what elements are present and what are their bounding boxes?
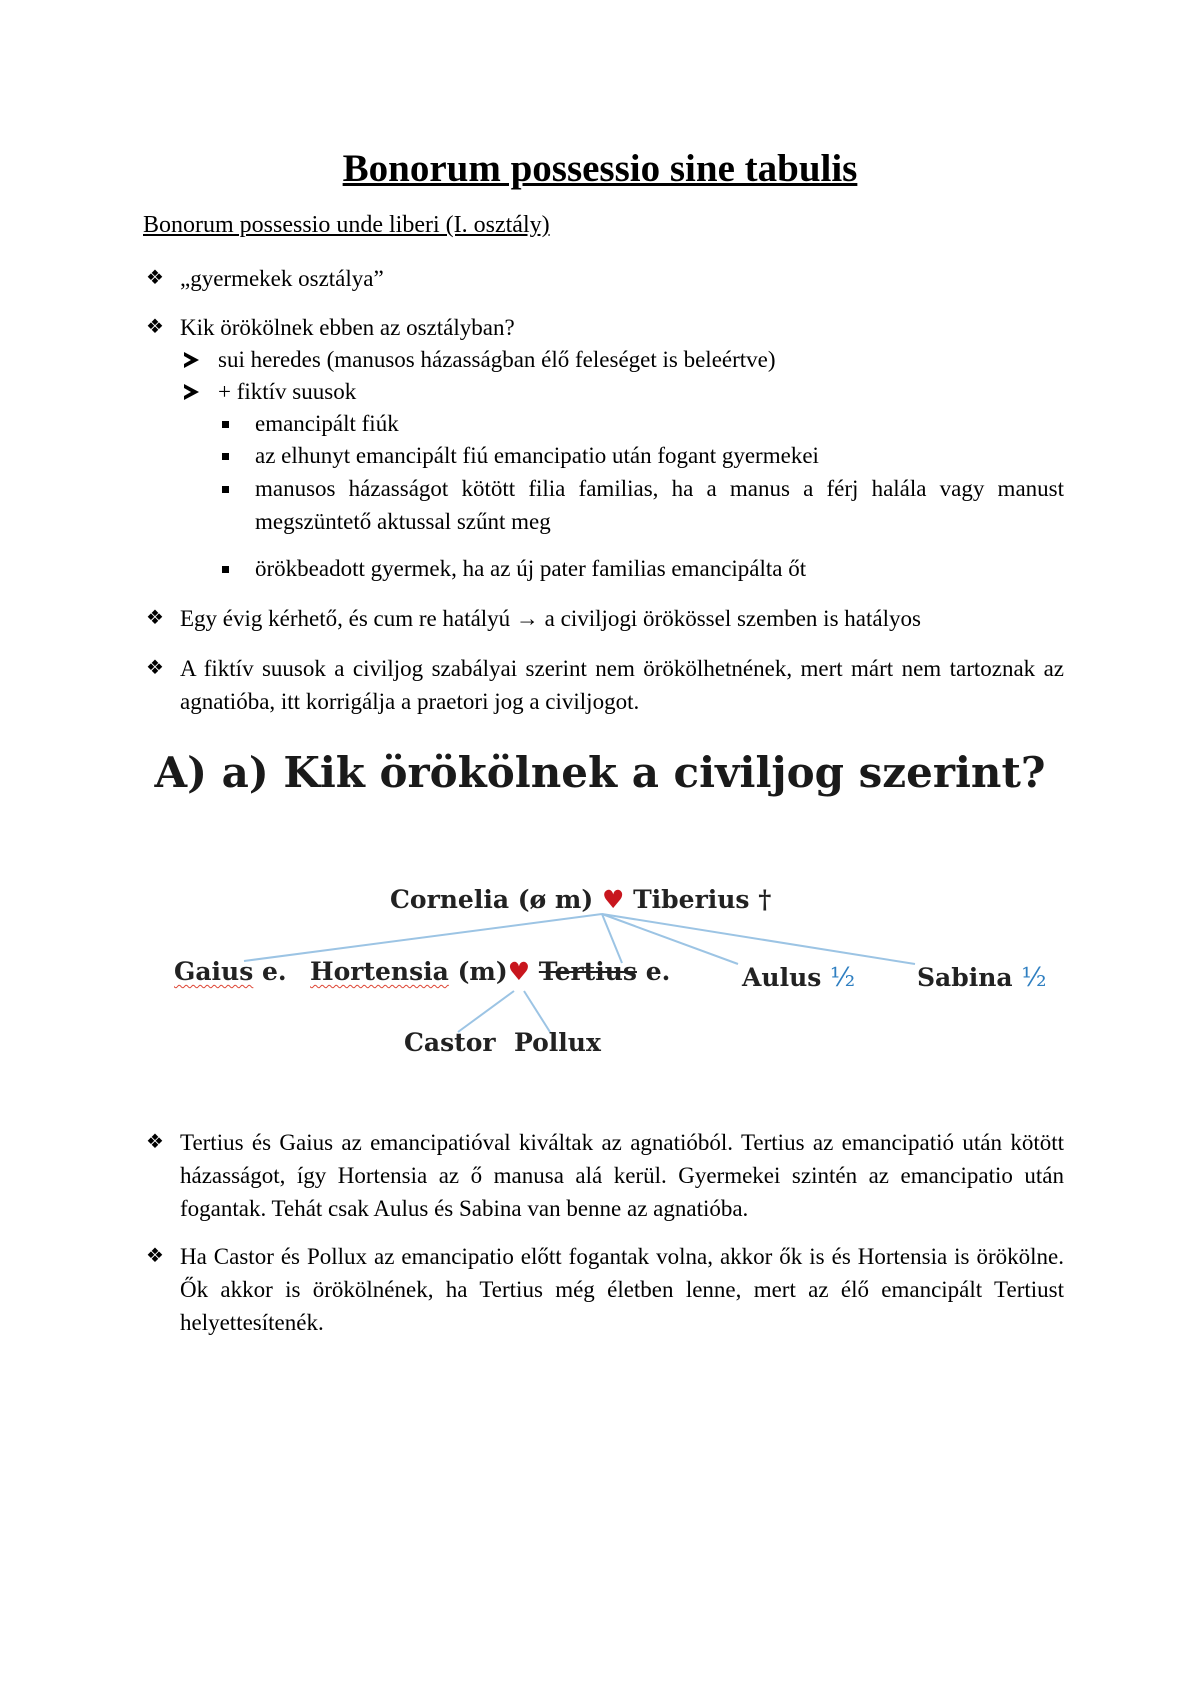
person-cornelia	[390, 884, 771, 916]
arrow-bullet-icon	[184, 384, 199, 400]
person-aulus	[742, 962, 855, 994]
page-title: Bonorum possessio sine tabulis	[342, 147, 858, 190]
aulus-share: ½	[830, 963, 856, 993]
tree-line	[244, 914, 602, 961]
person-gaius	[174, 956, 287, 988]
gaius-suffix: e.	[262, 957, 287, 986]
aulus-name: Aulus	[742, 963, 822, 992]
bullet-egy-evig: Egy évig kérhető, és cum re hatályú → a civiljogi örökössel szemben is hatályos	[180, 606, 921, 631]
diamond-bullet-icon: ❖	[146, 1131, 164, 1153]
hortensia-suffix: (m)	[457, 957, 508, 986]
sub-bullet-fiktiv-suusok: + fiktív suusok	[218, 379, 357, 404]
bullet-gyermekek: „gyermekek osztálya”	[180, 266, 384, 291]
diamond-bullet-icon: ❖	[146, 657, 164, 679]
heart-icon: ♥	[507, 957, 531, 986]
square-bullet-icon	[222, 566, 229, 573]
bullet-fiktiv-suusok: A fiktív suusok a civiljog szabályai szerint nem örökölhetnének, mert márt nem tartoznak az agnatióba, itt korrigálja a praetori jog a civiljogot.	[180, 656, 1064, 714]
diamond-bullet-icon: ❖	[146, 267, 164, 289]
tiberius-name: Tiberius	[633, 885, 750, 914]
diamond-bullet-icon: ❖	[146, 316, 164, 338]
tertius-name: Tertius	[538, 957, 637, 986]
diagram-title: A) a) Kik örökölnek a civiljog szerint?	[154, 748, 1046, 797]
person-pollux	[514, 1027, 601, 1059]
arrow-bullet-icon	[184, 352, 199, 368]
tertius-suffix: e.	[645, 957, 671, 986]
bullet-kik-orokolnek: Kik örökölnek ebben az osztályban?	[180, 315, 515, 340]
diamond-bullet-icon: ❖	[146, 1245, 164, 1267]
pollux-name: Pollux	[514, 1028, 601, 1057]
square-item-elhunyt: az elhunyt emancipált fiú emancipatio után fogant gyermekei	[255, 443, 819, 468]
sabina-share: ½	[1021, 963, 1047, 993]
square-bullet-icon	[222, 421, 229, 428]
tree-line	[458, 991, 514, 1032]
square-bullet-icon	[222, 453, 229, 460]
square-item-emancipalt-fiuk: emancipált fiúk	[255, 411, 399, 436]
castor-name: Castor	[404, 1028, 496, 1057]
person-castor	[404, 1027, 496, 1059]
hortensia-name: Hortensia	[310, 957, 449, 986]
dagger-icon: †	[758, 885, 772, 914]
square-item-manusos: manusos házasságot kötött filia familias, ha a manus a férj halála vagy manust megszüntető aktussal szűnt meg	[255, 476, 1064, 534]
square-item-orokbeadott: örökbeadott gyermek, ha az új pater familias emancipálta őt	[255, 556, 807, 581]
diamond-bullet-icon: ❖	[146, 607, 164, 629]
heart-icon: ♥	[601, 885, 625, 914]
bullet-tertius-es-gaius: Tertius és Gaius az emancipatióval kiváltak az agnatióból. Tertius az emancipatió után kötött házasságot, így Hortensia az ő manusa alá kerül. Gyermekei szintén az emancipatio után fogantak. Tehát csak Aulus és Sabina van benne az agnatióba.	[180, 1130, 1064, 1221]
sabina-name: Sabina	[917, 963, 1013, 992]
section-subtitle: Bonorum possessio unde liberi (I. osztály)	[143, 212, 550, 238]
gaius-name: Gaius	[174, 957, 254, 986]
cornelia-name: Cornelia (ø m)	[390, 885, 594, 914]
person-sabina	[917, 962, 1047, 994]
bullet-castor-es-pollux: Ha Castor és Pollux az emancipatio előtt fogantak volna, akkor ők is és Hortensia is örökölne. Ők akkor is örökölnének, ha Tertius még életben lenne, mert az élő emancipált Tertiust helyettesítenék.	[180, 1244, 1064, 1335]
square-bullet-icon	[222, 486, 229, 493]
person-hortensia-tertius	[310, 956, 670, 988]
sub-bullet-sui-heredes: sui heredes (manusos házasságban élő feleséget is beleértve)	[218, 347, 776, 372]
tree-line	[524, 991, 550, 1032]
